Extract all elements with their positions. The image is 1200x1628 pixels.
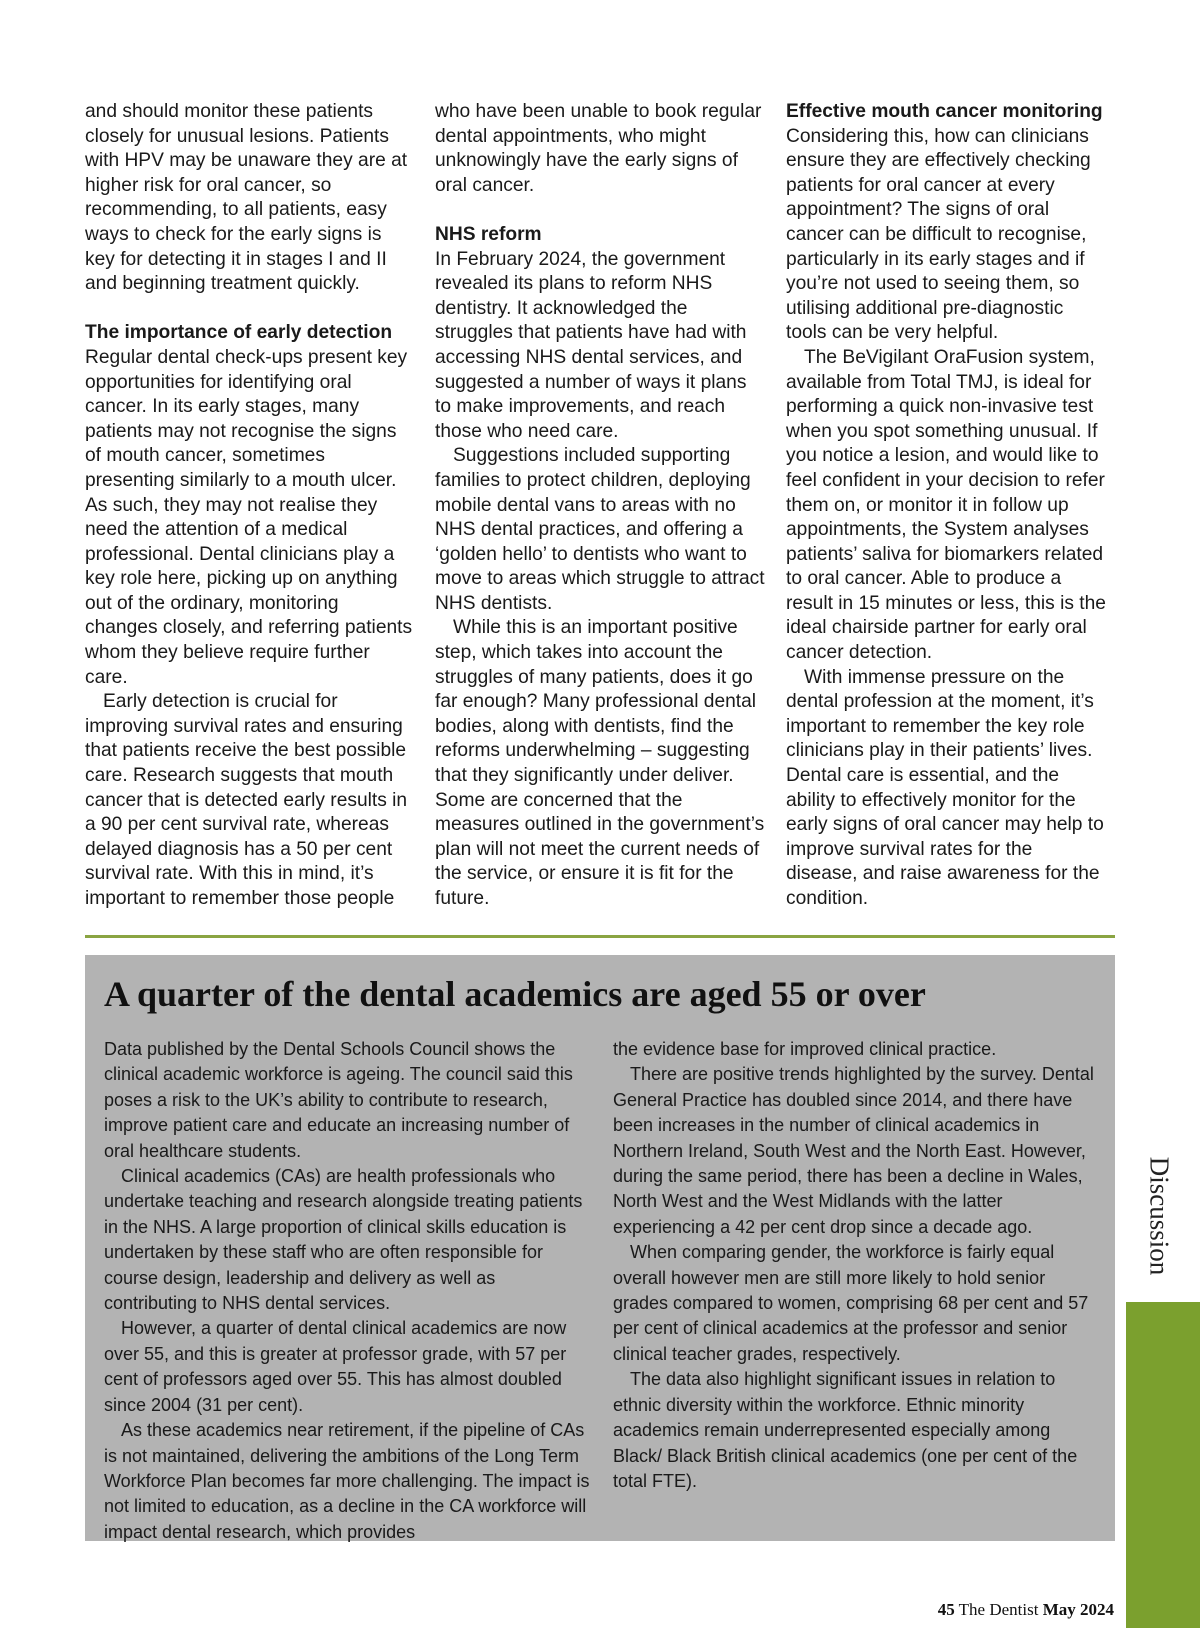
paragraph: With immense pressure on the dental profession at the moment, it’s important to remember the key role clinicians play in their patients’ lives. Dental care is essential, and the ability to effectively monitor for the early signs of oral cancer may help to improve survival rates for the disease, and raise awareness for the condition. <box>786 666 1104 909</box>
paragraph: While this is an important positive step, which takes into account the struggles of many patients, does it go far enough? Many professional dental bodies, along with dentists, find the reforms underwhelming – suggesting that they significantly under deliver. Some are concerned that the measures outlined in the government’s plan will not meet the current needs of the service, or ensure it is fit for the future. <box>435 617 765 909</box>
paragraph: Early detection is crucial for improving survival rates and ensuring that patients receive the best possible care. Research suggests that mouth cancer that is detected early results in a 90 per cent survival rate, whereas delayed diagnosis has a 50 per cent survival rate. With this in mind, it’s important to remember those people <box>85 691 408 909</box>
paragraph: However, a quarter of dental clinical academics are now over 55, and this is greater at professor grade, with 57 per cent of professors aged over 55. This has almost doubled since 2004 (31 per cent). <box>104 1318 567 1415</box>
paragraph: Considering this, how can clinicians ensure they are effectively checking patients for oral cancer at every appointment? The signs of oral cancer can be difficult to recognise, particularly in its early stages and if you’re not used to seeing them, so utilising additional pre-diagnostic tools can be very helpful. <box>786 125 1091 344</box>
page-number: 45 <box>937 1600 955 1619</box>
paragraph: Suggestions included supporting families to protect children, deploying mobile dental vans to areas with no NHS dental practices, and offering a ‘golden hello’ to dentists who want to move to areas which struggle to attract NHS dentists. <box>435 445 765 614</box>
paragraph: When comparing gender, the workforce is fairly equal overall however men are still more likely to hold senior grades compared to women, comprising 68 per cent and 57 per cent of clinical academics at the professor and senior clinical teacher grades, respectively. <box>613 1242 1089 1364</box>
paragraph: and should monitor these patients closely for unusual lesions. Patients with HPV may be unaware they are at higher risk for oral cancer, so recommending, to all patients, easy ways to check for the early signs is key for detecting it in stages I and II and beginning treatment quickly. <box>85 101 408 295</box>
paragraph: Clinical academics (CAs) are health professionals who undertake teaching and research alongside treating patients in the NHS. A large proportion of clinical skills education is undertaken by these staff who are often responsible for course design, leadership and delivery as well as contributing to NHS dental services. <box>104 1166 583 1314</box>
section-tab <box>1128 1140 1190 1292</box>
paragraph: The data also highlight significant issues in relation to ethnic diversity within the workforce. Ethnic minority academics remain underrepresented especially among Black/ Black British clinical academics (one per cent of the total FTE). <box>613 1369 1078 1491</box>
publication-name: The Dentist <box>958 1600 1039 1619</box>
article-column-2 <box>435 100 765 912</box>
green-divider-rule <box>85 935 1115 938</box>
paragraph: who have been unable to book regular dental appointments, who might unknowingly have the early signs of oral cancer. <box>435 101 762 196</box>
paragraph: the evidence base for improved clinical practice. <box>613 1039 997 1059</box>
issue-date: May 2024 <box>1042 1600 1114 1619</box>
page-footer <box>938 1600 1114 1620</box>
green-side-tab <box>1126 1302 1200 1628</box>
section-heading-nhs-reform: NHS reform <box>435 223 542 245</box>
paragraph: The BeVigilant OraFusion system, available from Total TMJ, is ideal for performing a quick non-invasive test when you spot something unusual. If you notice a lesion, and would like to feel confident in your decision to refer them on, or monitor it in follow up appointments, the System analyses patients’ saliva for biomarkers related to oral cancer. Able to produce a result in 15 minutes or less, this is the ideal chairside partner for early oral cancer detection. <box>786 346 1106 664</box>
news-box-title: A quarter of the dental academics are aged 55 or over <box>104 974 926 1014</box>
paragraph: Regular dental check-ups present key opportunities for identifying oral cancer. In its early stages, many patients may not recognise the signs of mouth cancer, sometimes presenting similarly to a mouth ulcer. As such, they may not realise they need the attention of a medical professional. Dental clinicians play a key role here, picking up on anything out of the ordinary, monitoring changes closely, and referring patients whom they believe require further care. <box>85 346 413 688</box>
paragraph: There are positive trends highlighted by the survey. Dental General Practice has doubled since 2014, and there have been increases in the number of clinical academics in Northern Ireland, South West and the North East. However, during the same period, there has been a decline in Wales, North West and the West Midlands with the latter experiencing a 42 per cent drop since a decade ago. <box>613 1064 1094 1237</box>
section-heading-early-detection: The importance of early detection <box>85 322 393 344</box>
section-heading-monitoring: Effective mouth cancer monitoring <box>786 101 1103 122</box>
news-box-column-right <box>613 1037 1101 1494</box>
news-box-column-left <box>104 1037 592 1545</box>
section-label: Discussion <box>1144 1156 1175 1276</box>
paragraph: In February 2024, the government revealed its plans to reform NHS dentistry. It acknowledged the struggles that patients have had with accessing NHS dental services, and suggested a number of ways it plans to make improvements, and reach those who need care. <box>435 248 747 442</box>
article-column-3 <box>786 100 1108 912</box>
paragraph: As these academics near retirement, if the pipeline of CAs is not maintained, delivering the ambitions of the Long Term Workforce Plan becomes far more challenging. The impact is not limited to education, as a decline in the CA workforce will impact dental research, which provides <box>104 1420 590 1542</box>
paragraph: Data published by the Dental Schools Council shows the clinical academic workforce is ageing. The council said this poses a risk to the UK’s ability to contribute to research, improve patient care and educate an increasing number of oral healthcare students. <box>104 1039 573 1161</box>
news-box <box>85 955 1115 1541</box>
article-column-1 <box>85 100 415 912</box>
